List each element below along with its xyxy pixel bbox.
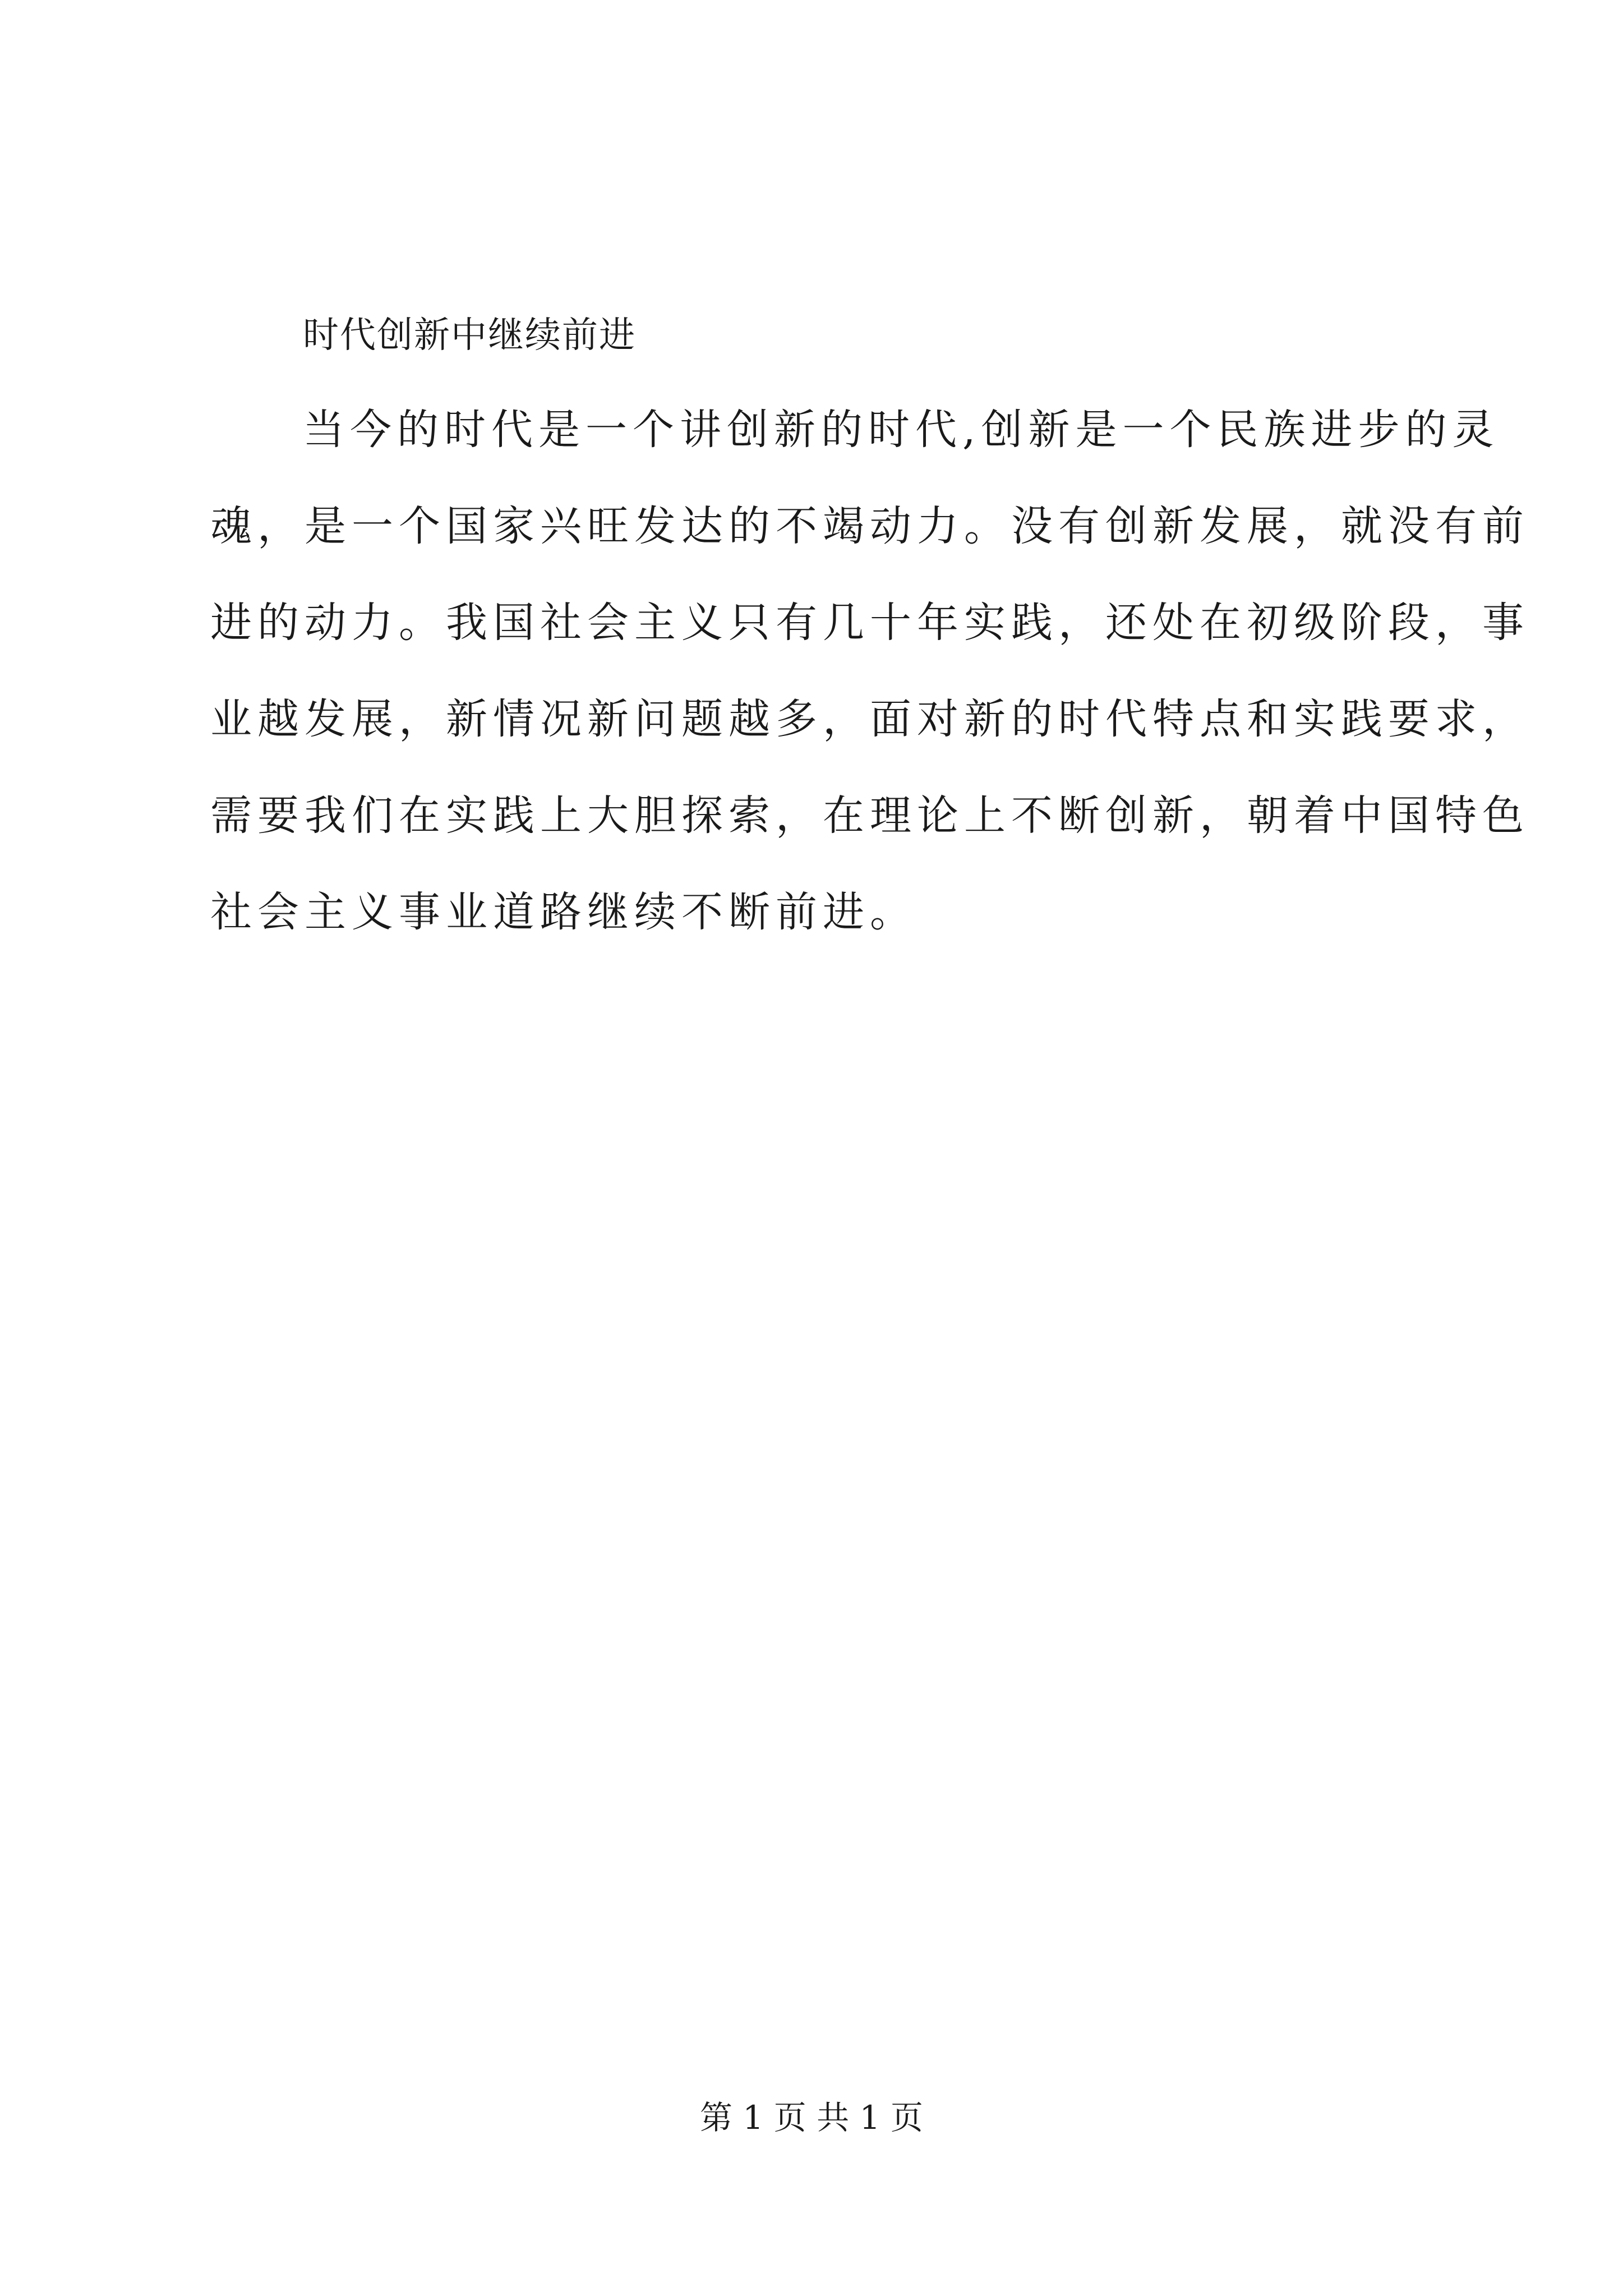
- document-title: 时代创新中继续前进: [303, 315, 636, 356]
- paragraph-line: 需要我们在实践上大胆探索，在理论上不断创新，朝着中国特色: [210, 792, 1529, 840]
- paragraph-line: 业越发展，新情况新问题越多，面对新的时代特点和实践要求，: [210, 695, 1529, 743]
- document-paragraph: [210, 381, 1529, 960]
- paragraph-line: 进的动力。我国社会主义只有几十年实践，还处在初级阶段，事: [210, 599, 1529, 647]
- page-footer: 第 1 页 共 1 页: [700, 2099, 923, 2137]
- paragraph-line: 社会主义事业道路继续不断前进。: [210, 888, 917, 936]
- paragraph-line: 当今的时代是一个讲创新的时代,创新是一个民族进步的灵: [303, 406, 1500, 454]
- paragraph-line: 魂，是一个国家兴旺发达的不竭动力。没有创新发展，就没有前: [210, 502, 1529, 550]
